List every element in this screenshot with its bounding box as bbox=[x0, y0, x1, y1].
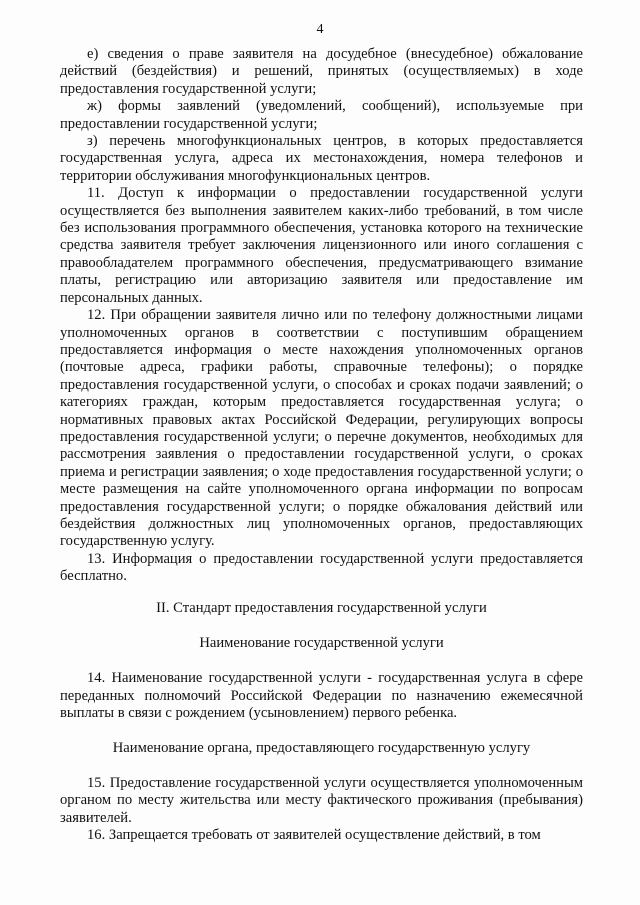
paragraph-14: 14. Наименование государственной услуги - государственная услуга в сфере переданных полномочий Российской Федерации по назначению ежемесячной выплаты в связи с рождением (усыновлением) первого ребенка. bbox=[60, 670, 583, 722]
section-heading: II. Стандарт предоставления государственной услуги bbox=[156, 599, 487, 616]
paragraph-z: з) перечень многофункциональных центров, в которых предоставляется государственная услуга, адреса их местонахождения, номера телефонов и территории обслуживания многофункциональных центров. bbox=[60, 133, 583, 184]
page-number: 4 bbox=[316, 22, 324, 37]
subheading-service-name: Наименование государственной услуги bbox=[199, 635, 444, 651]
paragraph-13: 13. Информация о предоставлении государственной услуги предоставляется бесплатно. bbox=[60, 550, 583, 585]
paragraph-12: 12. При обращении заявителя лично или по телефону должностными лицами уполномоченных органов в соответствии с поступившим обращением предоставляется информация о месте нахождения уполномоченных органов (почтовые адреса, графики работы, справочные телефоны); о порядке предоставления государственной услуги, о способах и сроках подачи заявлений; о категориях граждан, которым предоставляется государственная услуга; о нормативных правовых актах Российской Федерации, регулирующих вопросы предоставления государственной услуги; о перечне документов, необходимых для рассмотрения заявления о предоставлении государственной услуги, о сроках приема и регистрации заявления; о ходе предоставления государственной услуги; о месте размещения на сайте уполномоченного органа информации по вопросам предоставления государственной услуги; о порядке обжалования действий или бездействия должностных лиц уполномоченных органов, предоставляющих государственную услугу. bbox=[60, 307, 583, 550]
paragraph-15: 15. Предоставление государственной услуги осуществляется уполномоченным органом по месту жительства или месту фактического проживания (пребывания) заявителей. bbox=[60, 775, 583, 826]
paragraph-e: е) сведения о праве заявителя на досудебное (внесудебное) обжалование действий (бездействия) и решений, принятых (осуществляемых) в ходе предоставления государственной услуги; bbox=[60, 46, 583, 97]
document-body bbox=[60, 46, 583, 845]
paragraph-16: 16. Запрещается требовать от заявителей осуществление действий, в том bbox=[87, 827, 541, 844]
paragraph-11: 11. Доступ к информации о предоставлении государственной услуги осуществляется без выполнения заявителем каких-либо требований, в том числе без использования программного обеспечения, установка которого на технические средства заявителя требует заключения лицензионного или иного соглашения с правообладателем программного обеспечения, предусматривающего взимание платы, регистрацию или авторизацию заявителя или предоставление им персональных данных. bbox=[60, 185, 583, 306]
subheading-organ-name: Наименование органа, предоставляющего государственную услугу bbox=[112, 739, 531, 756]
paragraph-zh: ж) формы заявлений (уведомлений, сообщений), используемые при предоставлении государственной услуги; bbox=[60, 98, 583, 132]
